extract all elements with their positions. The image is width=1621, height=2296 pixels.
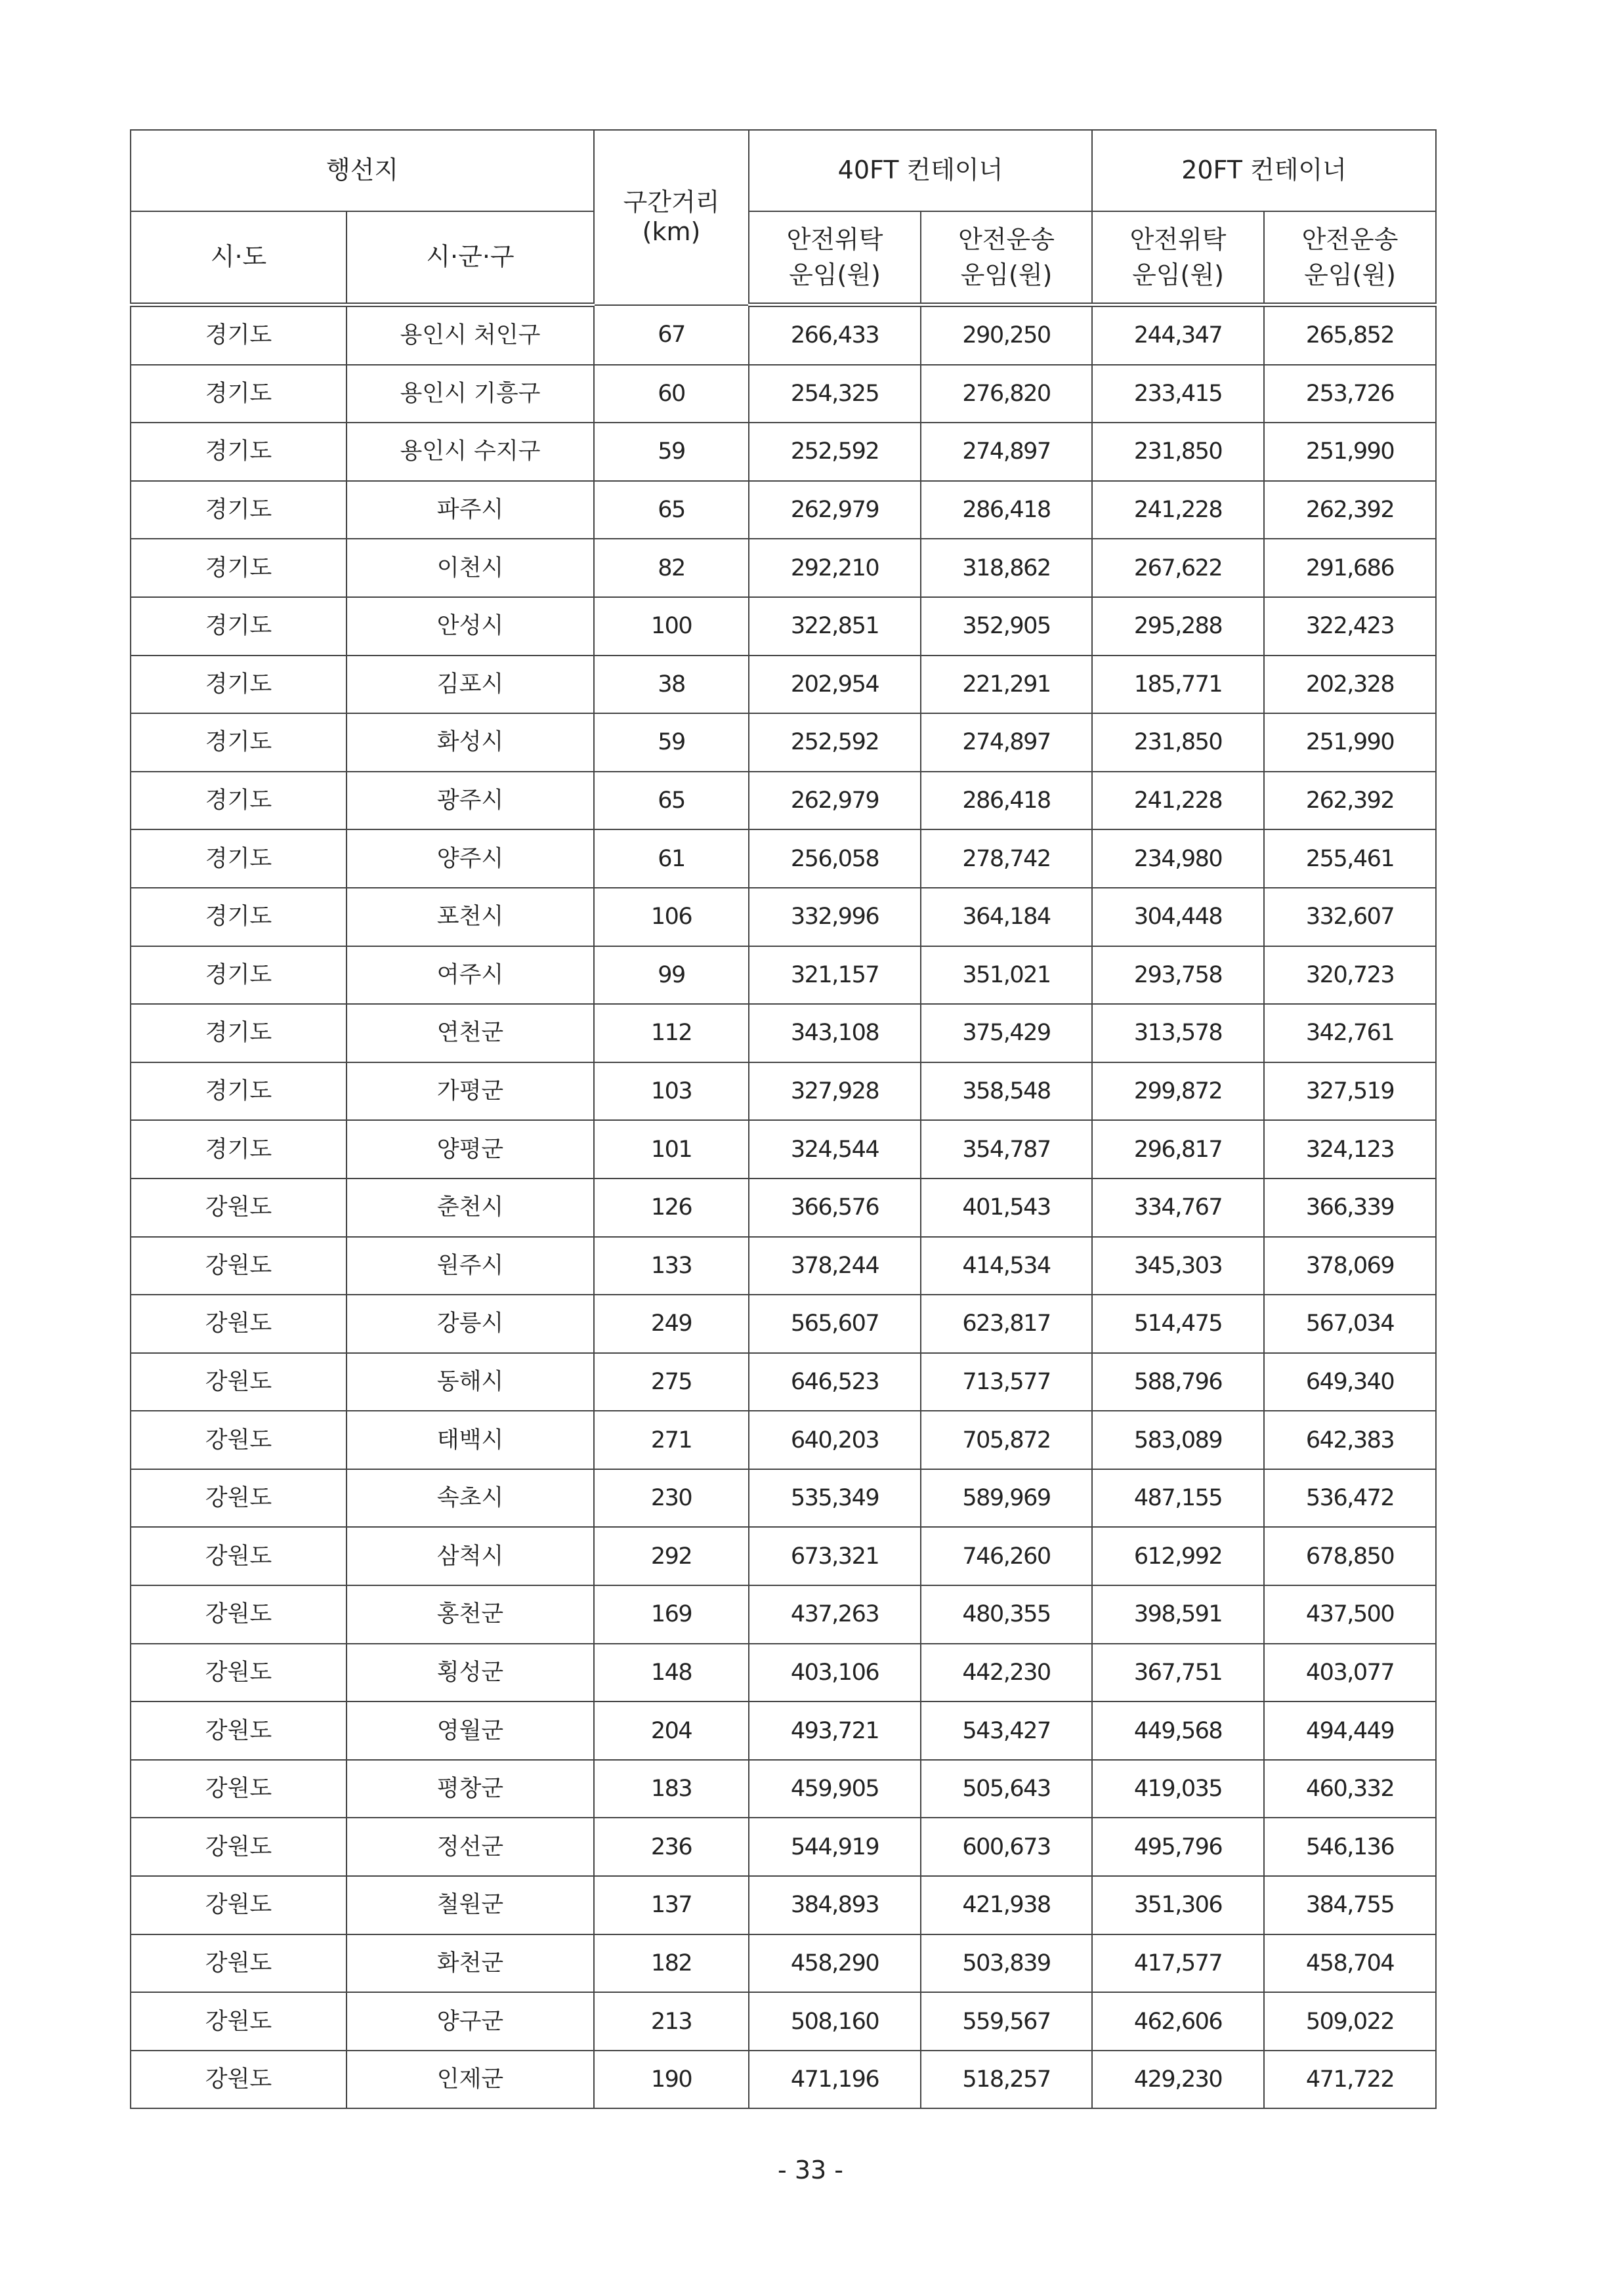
c20-consign-cell: 234,980 <box>1092 829 1264 888</box>
c20-consign-cell: 487,155 <box>1092 1469 1264 1528</box>
c20-transport-cell: 320,723 <box>1264 946 1436 1005</box>
distance-cell: 59 <box>594 713 749 772</box>
c20-consign-cell: 295,288 <box>1092 597 1264 656</box>
c40-consign-cell: 256,058 <box>749 829 921 888</box>
c40-consign-cell: 535,349 <box>749 1469 921 1528</box>
c20-consign-cell: 334,767 <box>1092 1179 1264 1237</box>
c20-transport-cell: 262,392 <box>1264 772 1436 830</box>
c40-consign-cell: 640,203 <box>749 1411 921 1469</box>
city-cell: 파주시 <box>347 481 594 539</box>
c20-transport-cell: 536,472 <box>1264 1469 1436 1528</box>
province-cell: 경기도 <box>131 888 347 946</box>
c20-transport-cell: 460,332 <box>1264 1760 1436 1818</box>
city-cell: 강릉시 <box>347 1295 594 1353</box>
c40-transport-cell: 354,787 <box>921 1120 1092 1179</box>
c40-transport-cell: 286,418 <box>921 481 1092 539</box>
city-cell: 태백시 <box>347 1411 594 1469</box>
c40-consign-cell: 673,321 <box>749 1527 921 1585</box>
distance-cell: 101 <box>594 1120 749 1179</box>
c20-consign-cell: 231,850 <box>1092 713 1264 772</box>
city-cell: 평창군 <box>347 1760 594 1818</box>
c40-consign-cell: 321,157 <box>749 946 921 1005</box>
c20-consign-header-line1: 안전위탁 <box>1129 225 1227 254</box>
table-row <box>131 713 1436 772</box>
city-cell: 광주시 <box>347 772 594 830</box>
c40-consign-cell: 458,290 <box>749 1934 921 1993</box>
city-cell: 원주시 <box>347 1237 594 1295</box>
table-row <box>131 365 1436 423</box>
c20-transport-cell: 327,519 <box>1264 1062 1436 1121</box>
c20-transport-cell: 262,392 <box>1264 481 1436 539</box>
c40-consign-cell: 544,919 <box>749 1818 921 1876</box>
c20-consign-cell: 398,591 <box>1092 1585 1264 1644</box>
table-row <box>131 1120 1436 1179</box>
province-cell: 강원도 <box>131 1353 347 1411</box>
c20-consign-cell: 588,796 <box>1092 1353 1264 1411</box>
city-header: 시·군·구 <box>347 211 594 305</box>
c40-consign-cell: 403,106 <box>749 1644 921 1702</box>
city-cell: 용인시 수지구 <box>347 423 594 481</box>
table-row <box>131 597 1436 656</box>
city-cell: 홍천군 <box>347 1585 594 1644</box>
c40-consign-cell: 646,523 <box>749 1353 921 1411</box>
province-cell: 경기도 <box>131 481 347 539</box>
c20-consign-cell: 313,578 <box>1092 1004 1264 1062</box>
table-row <box>131 305 1436 365</box>
province-cell: 경기도 <box>131 423 347 481</box>
c40-transport-cell: 274,897 <box>921 713 1092 772</box>
distance-cell: 67 <box>594 305 749 365</box>
province-cell: 강원도 <box>131 1644 347 1702</box>
province-cell: 강원도 <box>131 1179 347 1237</box>
c40-consign-cell: 508,160 <box>749 1992 921 2051</box>
table-row <box>131 1818 1436 1876</box>
c20-transport-cell: 494,449 <box>1264 1701 1436 1760</box>
c20-transport-cell: 471,722 <box>1264 2051 1436 2109</box>
c20-consign-cell: 231,850 <box>1092 423 1264 481</box>
c20-transport-cell: 678,850 <box>1264 1527 1436 1585</box>
distance-cell: 103 <box>594 1062 749 1121</box>
c20-transport-cell: 437,500 <box>1264 1585 1436 1644</box>
c40-transport-cell: 623,817 <box>921 1295 1092 1353</box>
city-cell: 삼척시 <box>347 1527 594 1585</box>
table-row <box>131 656 1436 714</box>
c20-transport-cell: 567,034 <box>1264 1295 1436 1353</box>
province-cell: 강원도 <box>131 1992 347 2051</box>
c20-consign-cell: 449,568 <box>1092 1701 1264 1760</box>
c20-transport-cell: 384,755 <box>1264 1876 1436 1934</box>
c20-transport-cell: 255,461 <box>1264 829 1436 888</box>
distance-cell: 65 <box>594 481 749 539</box>
c40-transport-cell: 414,534 <box>921 1237 1092 1295</box>
distance-cell: 249 <box>594 1295 749 1353</box>
table-row <box>131 539 1436 597</box>
c40-consign-cell: 262,979 <box>749 481 921 539</box>
c20-transport-cell: 509,022 <box>1264 1992 1436 2051</box>
c40-consign-cell: 327,928 <box>749 1062 921 1121</box>
freight-rate-table <box>130 129 1437 2109</box>
table-row <box>131 1469 1436 1528</box>
c20-transport-cell: 378,069 <box>1264 1237 1436 1295</box>
table-row <box>131 829 1436 888</box>
c40-consign-cell: 252,592 <box>749 423 921 481</box>
city-cell: 화성시 <box>347 713 594 772</box>
c40-transport-cell: 278,742 <box>921 829 1092 888</box>
city-cell: 양구군 <box>347 1992 594 2051</box>
c40-consign-cell: 262,979 <box>749 772 921 830</box>
c20-transport-cell: 458,704 <box>1264 1934 1436 1993</box>
c40-consign-cell: 366,576 <box>749 1179 921 1237</box>
c20-consign-cell: 304,448 <box>1092 888 1264 946</box>
province-cell: 강원도 <box>131 1237 347 1295</box>
c20-consign-cell: 429,230 <box>1092 2051 1264 2109</box>
city-cell: 여주시 <box>347 946 594 1005</box>
c20-consign-cell: 417,577 <box>1092 1934 1264 1993</box>
province-cell: 경기도 <box>131 365 347 423</box>
table-row <box>131 1934 1436 1993</box>
c40-consign-cell: 493,721 <box>749 1701 921 1760</box>
c40-transport-cell: 358,548 <box>921 1062 1092 1121</box>
distance-cell: 182 <box>594 1934 749 1993</box>
c40-consign-cell: 565,607 <box>749 1295 921 1353</box>
city-cell: 속초시 <box>347 1469 594 1528</box>
c40-transport-cell: 589,969 <box>921 1469 1092 1528</box>
table-row <box>131 772 1436 830</box>
city-cell: 용인시 기흥구 <box>347 365 594 423</box>
c40-consign-header-line1: 안전위탁 <box>786 225 883 254</box>
c20-transport-cell: 291,686 <box>1264 539 1436 597</box>
city-cell: 김포시 <box>347 656 594 714</box>
c40-transport-cell: 505,643 <box>921 1760 1092 1818</box>
distance-cell: 106 <box>594 888 749 946</box>
province-cell: 경기도 <box>131 1062 347 1121</box>
province-cell: 경기도 <box>131 829 347 888</box>
province-cell: 경기도 <box>131 713 347 772</box>
province-cell: 강원도 <box>131 1934 347 1993</box>
distance-cell: 148 <box>594 1644 749 1702</box>
city-cell: 포천시 <box>347 888 594 946</box>
c20-consign-cell: 462,606 <box>1092 1992 1264 2051</box>
c20-consign-cell: 583,089 <box>1092 1411 1264 1469</box>
table-row <box>131 946 1436 1005</box>
table-row <box>131 1237 1436 1295</box>
city-cell: 횡성군 <box>347 1644 594 1702</box>
city-cell: 가평군 <box>347 1062 594 1121</box>
destination-header: 행선지 <box>131 130 594 211</box>
c20-consign-cell: 345,303 <box>1092 1237 1264 1295</box>
c40-transport-cell: 746,260 <box>921 1527 1092 1585</box>
table-row <box>131 1295 1436 1353</box>
c40-consign-header <box>749 211 921 305</box>
c20-transport-cell: 253,726 <box>1264 365 1436 423</box>
c40-consign-cell: 292,210 <box>749 539 921 597</box>
c40-transport-header <box>921 211 1092 305</box>
distance-cell: 292 <box>594 1527 749 1585</box>
c40-consign-cell: 322,851 <box>749 597 921 656</box>
table-row <box>131 1644 1436 1702</box>
table-header <box>131 130 1436 305</box>
c40-transport-cell: 503,839 <box>921 1934 1092 1993</box>
city-cell: 안성시 <box>347 597 594 656</box>
c20-transport-header <box>1264 211 1436 305</box>
distance-cell: 38 <box>594 656 749 714</box>
c40-transport-header-line1: 안전운송 <box>958 225 1055 254</box>
c40-transport-cell: 318,862 <box>921 539 1092 597</box>
c40-transport-cell: 480,355 <box>921 1585 1092 1644</box>
province-cell: 경기도 <box>131 1004 347 1062</box>
c40-consign-cell: 332,996 <box>749 888 921 946</box>
distance-cell: 82 <box>594 539 749 597</box>
distance-cell: 204 <box>594 1701 749 1760</box>
distance-cell: 236 <box>594 1818 749 1876</box>
table-body <box>131 305 1436 2109</box>
province-cell: 경기도 <box>131 1120 347 1179</box>
city-cell: 이천시 <box>347 539 594 597</box>
city-cell: 정선군 <box>347 1818 594 1876</box>
c20-consign-cell: 241,228 <box>1092 481 1264 539</box>
province-cell: 경기도 <box>131 305 347 365</box>
distance-header <box>594 130 749 305</box>
c20-consign-cell: 293,758 <box>1092 946 1264 1005</box>
c20-consign-cell: 185,771 <box>1092 656 1264 714</box>
distance-cell: 230 <box>594 1469 749 1528</box>
c40-transport-cell: 559,567 <box>921 1992 1092 2051</box>
c40-transport-cell: 421,938 <box>921 1876 1092 1934</box>
province-cell: 강원도 <box>131 1469 347 1528</box>
c20-transport-cell: 202,328 <box>1264 656 1436 714</box>
city-cell: 철원군 <box>347 1876 594 1934</box>
city-cell: 동해시 <box>347 1353 594 1411</box>
c40-transport-cell: 543,427 <box>921 1701 1092 1760</box>
c20-transport-cell: 322,423 <box>1264 597 1436 656</box>
distance-cell: 100 <box>594 597 749 656</box>
distance-cell: 99 <box>594 946 749 1005</box>
c40-consign-cell: 324,544 <box>749 1120 921 1179</box>
c40-transport-cell: 364,184 <box>921 888 1092 946</box>
c40-consign-header-line2: 운임(원) <box>789 261 881 289</box>
c40-consign-cell: 378,244 <box>749 1237 921 1295</box>
c20-transport-cell: 251,990 <box>1264 713 1436 772</box>
province-header: 시·도 <box>131 211 347 305</box>
table-row <box>131 1992 1436 2051</box>
table-row <box>131 1527 1436 1585</box>
table-row <box>131 1411 1436 1469</box>
c40-consign-cell: 459,905 <box>749 1760 921 1818</box>
table-row <box>131 1701 1436 1760</box>
province-cell: 강원도 <box>131 1295 347 1353</box>
c20-transport-cell: 642,383 <box>1264 1411 1436 1469</box>
distance-header-unit: (km) <box>642 217 701 247</box>
c40-transport-header-line2: 운임(원) <box>960 261 1053 289</box>
c20-transport-cell: 324,123 <box>1264 1120 1436 1179</box>
distance-cell: 271 <box>594 1411 749 1469</box>
c20-transport-header-line2: 운임(원) <box>1304 261 1396 289</box>
table-row <box>131 2051 1436 2109</box>
province-cell: 경기도 <box>131 539 347 597</box>
c20-consign-header <box>1092 211 1264 305</box>
city-cell: 춘천시 <box>347 1179 594 1237</box>
c20-transport-cell: 649,340 <box>1264 1353 1436 1411</box>
c40-transport-cell: 352,905 <box>921 597 1092 656</box>
c40-transport-cell: 351,021 <box>921 946 1092 1005</box>
table-row <box>131 1876 1436 1934</box>
table-row <box>131 888 1436 946</box>
c40-transport-cell: 375,429 <box>921 1004 1092 1062</box>
table-row <box>131 1004 1436 1062</box>
c40-transport-cell: 442,230 <box>921 1644 1092 1702</box>
page-number: - 33 - <box>778 2156 843 2184</box>
c20-consign-cell: 514,475 <box>1092 1295 1264 1353</box>
distance-cell: 65 <box>594 772 749 830</box>
c20-consign-cell: 233,415 <box>1092 365 1264 423</box>
city-cell: 화천군 <box>347 1934 594 1993</box>
c20-transport-cell: 265,852 <box>1264 305 1436 365</box>
distance-header-label: 구간거리 <box>623 187 720 217</box>
distance-cell: 275 <box>594 1353 749 1411</box>
c20-transport-cell: 366,339 <box>1264 1179 1436 1237</box>
c20-transport-cell: 251,990 <box>1264 423 1436 481</box>
province-cell: 경기도 <box>131 772 347 830</box>
c20-consign-cell: 419,035 <box>1092 1760 1264 1818</box>
distance-cell: 169 <box>594 1585 749 1644</box>
header-row-bottom <box>131 211 1436 305</box>
c20-consign-cell: 296,817 <box>1092 1120 1264 1179</box>
c20-transport-cell: 342,761 <box>1264 1004 1436 1062</box>
c20-consign-cell: 495,796 <box>1092 1818 1264 1876</box>
province-cell: 경기도 <box>131 946 347 1005</box>
province-cell: 강원도 <box>131 2051 347 2109</box>
c20-consign-header-line2: 운임(원) <box>1132 261 1224 289</box>
c20-transport-header-line1: 안전운송 <box>1301 225 1399 254</box>
c20-consign-cell: 244,347 <box>1092 305 1264 365</box>
header-row-top <box>131 130 1436 211</box>
province-cell: 강원도 <box>131 1701 347 1760</box>
c20-consign-cell: 299,872 <box>1092 1062 1264 1121</box>
distance-cell: 183 <box>594 1760 749 1818</box>
c40-transport-cell: 290,250 <box>921 305 1092 365</box>
province-cell: 강원도 <box>131 1411 347 1469</box>
table-row <box>131 1585 1436 1644</box>
distance-cell: 59 <box>594 423 749 481</box>
c40-consign-cell: 437,263 <box>749 1585 921 1644</box>
c40-transport-cell: 286,418 <box>921 772 1092 830</box>
c40-consign-cell: 343,108 <box>749 1004 921 1062</box>
distance-cell: 190 <box>594 2051 749 2109</box>
table-row <box>131 423 1436 481</box>
c40-transport-cell: 274,897 <box>921 423 1092 481</box>
province-cell: 강원도 <box>131 1585 347 1644</box>
province-cell: 경기도 <box>131 656 347 714</box>
c40-consign-cell: 202,954 <box>749 656 921 714</box>
c40-transport-cell: 518,257 <box>921 2051 1092 2109</box>
table-row <box>131 481 1436 539</box>
c40-consign-cell: 266,433 <box>749 305 921 365</box>
province-cell: 강원도 <box>131 1876 347 1934</box>
city-cell: 연천군 <box>347 1004 594 1062</box>
distance-cell: 133 <box>594 1237 749 1295</box>
province-cell: 경기도 <box>131 597 347 656</box>
c40-transport-cell: 276,820 <box>921 365 1092 423</box>
c40-transport-cell: 221,291 <box>921 656 1092 714</box>
c20-consign-cell: 241,228 <box>1092 772 1264 830</box>
c40-consign-cell: 254,325 <box>749 365 921 423</box>
c40-consign-cell: 471,196 <box>749 2051 921 2109</box>
c20-consign-cell: 351,306 <box>1092 1876 1264 1934</box>
distance-cell: 61 <box>594 829 749 888</box>
c40-transport-cell: 600,673 <box>921 1818 1092 1876</box>
table-row <box>131 1062 1436 1121</box>
table-row <box>131 1353 1436 1411</box>
province-cell: 강원도 <box>131 1527 347 1585</box>
distance-cell: 213 <box>594 1992 749 2051</box>
distance-cell: 112 <box>594 1004 749 1062</box>
c40-consign-cell: 384,893 <box>749 1876 921 1934</box>
container-20ft-header: 20FT 컨테이너 <box>1092 130 1436 211</box>
container-40ft-header: 40FT 컨테이너 <box>749 130 1092 211</box>
city-cell: 양평군 <box>347 1120 594 1179</box>
province-cell: 강원도 <box>131 1818 347 1876</box>
distance-cell: 60 <box>594 365 749 423</box>
c40-consign-cell: 252,592 <box>749 713 921 772</box>
province-cell: 강원도 <box>131 1760 347 1818</box>
city-cell: 영월군 <box>347 1701 594 1760</box>
c20-transport-cell: 546,136 <box>1264 1818 1436 1876</box>
c20-consign-cell: 612,992 <box>1092 1527 1264 1585</box>
c40-transport-cell: 401,543 <box>921 1179 1092 1237</box>
c20-consign-cell: 267,622 <box>1092 539 1264 597</box>
c40-transport-cell: 713,577 <box>921 1353 1092 1411</box>
c20-consign-cell: 367,751 <box>1092 1644 1264 1702</box>
city-cell: 인제군 <box>347 2051 594 2109</box>
city-cell: 양주시 <box>347 829 594 888</box>
table-row <box>131 1179 1436 1237</box>
c40-transport-cell: 705,872 <box>921 1411 1092 1469</box>
c20-transport-cell: 403,077 <box>1264 1644 1436 1702</box>
distance-cell: 126 <box>594 1179 749 1237</box>
city-cell: 용인시 처인구 <box>347 305 594 365</box>
distance-cell: 137 <box>594 1876 749 1934</box>
table-row <box>131 1760 1436 1818</box>
c20-transport-cell: 332,607 <box>1264 888 1436 946</box>
